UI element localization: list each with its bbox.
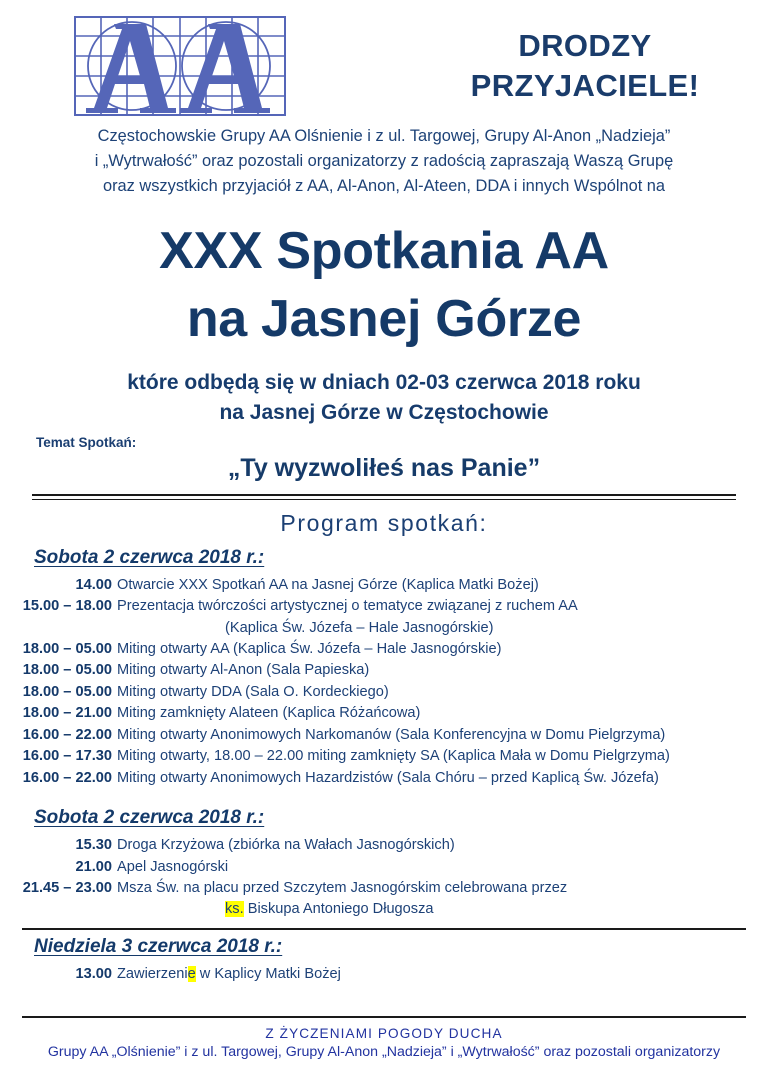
schedule-item	[0, 575, 768, 596]
footer-line-2: Grupy AA „Olśnienie” i z ul. Targowej, Grupy Al-Anon „Nadzieja” i „Wytrwałość” oraz pozostali organizatorzy	[47, 1044, 721, 1060]
greeting-heading	[420, 26, 750, 105]
theme-text: „Ty wyzwoliłeś nas Panie”	[227, 453, 541, 482]
poster-footer	[0, 1016, 768, 1060]
schedule-time: 16.00 – 17.30	[22, 748, 112, 765]
schedule-description: Miting otwarty Anonimowych Hazardzistów (Sala Chóru – przed Kaplicą Św. Józefa)	[117, 769, 659, 786]
day-heading-row	[0, 541, 768, 575]
schedule-description: Otwarcie XXX Spotkań AA na Jasnej Górze (Kaplica Matki Bożej)	[117, 576, 539, 593]
schedule-time: 18.00 – 05.00	[22, 683, 112, 700]
aa-logo	[74, 16, 286, 116]
highlighted-text: ks.	[225, 901, 244, 918]
intro-line-3: oraz wszystkich przyjaciół z AA, Al-Anon, Al-Ateen, DDA i innych Wspólnot na	[102, 176, 666, 195]
day-heading-row	[0, 801, 768, 835]
day-heading: Sobota 2 czerwca 2018 r.:	[34, 546, 265, 568]
program-sections	[0, 541, 768, 993]
title-line-1: XXX Spotkania AA	[159, 221, 609, 280]
dates-line-1: które odbędą się w dniach 02-03 czerwca 2018 roku	[127, 371, 641, 395]
schedule-time: 15.00 – 18.00	[22, 598, 112, 615]
schedule-time: 18.00 – 21.00	[22, 705, 112, 722]
dates-line-2: na Jasnej Górze w Częstochowie	[219, 400, 549, 424]
schedule-list	[0, 964, 768, 985]
page-title	[0, 217, 768, 354]
poster-header	[0, 0, 768, 120]
schedule-item	[0, 682, 768, 703]
greeting-line-2: PRZYJACIELE!	[470, 67, 700, 103]
schedule-description: Prezentacja twórczości artystycznej o tematyce związanej z ruchem AA	[117, 598, 578, 615]
section-spacer	[0, 985, 768, 992]
schedule-description: Msza Św. na placu przed Szczytem Jasnogórskim celebrowana przez	[117, 879, 568, 896]
day-heading-row	[0, 930, 768, 964]
greeting-line-1: DRODZY	[518, 28, 652, 63]
schedule-description: Miting otwarty Anonimowych Narkomanów (Sala Konferencyjna w Domu Pielgrzyma)	[117, 726, 666, 743]
schedule-description: Miting otwarty, 18.00 – 22.00 miting zamknięty SA (Kaplica Mała w Domu Pielgrzyma)	[117, 748, 670, 765]
intro-paragraph	[0, 124, 768, 199]
schedule-description: Miting otwarty AA (Kaplica Św. Józefa – Hale Jasnogórskie)	[117, 641, 502, 657]
schedule-time: 14.00	[75, 576, 112, 593]
schedule-description: Miting zamknięty Alateen (Kaplica Różańcowa)	[117, 705, 421, 722]
schedule-item	[0, 596, 768, 617]
schedule-list	[0, 575, 768, 789]
schedule-item	[0, 618, 768, 639]
schedule-time: 16.00 – 22.00	[22, 769, 112, 786]
schedule-item	[0, 878, 768, 899]
schedule-description: Miting otwarty Al-Anon (Sala Papieska)	[117, 662, 370, 679]
day-heading: Sobota 2 czerwca 2018 r.:	[34, 807, 265, 829]
schedule-item	[0, 725, 768, 746]
schedule-time: 13.00	[75, 965, 112, 982]
intro-line-1: Częstochowskie Grupy AA Olśnienie i z ul. Targowej, Grupy Al-Anon „Nadzieja”	[97, 127, 671, 145]
program-heading: Program spotkań:	[280, 509, 488, 536]
theme-section	[0, 432, 768, 494]
schedule-item	[0, 835, 768, 856]
schedule-item	[0, 746, 768, 767]
schedule-item	[0, 964, 768, 985]
schedule-item	[0, 899, 768, 920]
footer-line-1: Z ŻYCZENIAMI POGODY DUCHA	[265, 1026, 503, 1041]
intro-line-2: i „Wytrwałość” oraz pozostali organizatorzy z radością zapraszają Waszą Grupę	[94, 151, 674, 170]
schedule-description: Apel Jasnogórski	[117, 858, 229, 875]
schedule-list	[0, 835, 768, 921]
divider-footer	[22, 1016, 746, 1018]
title-line-2: na Jasnej Górze	[186, 290, 582, 349]
schedule-time: 18.00 – 05.00	[22, 662, 112, 679]
schedule-description: Zawierzenie w Kaplicy Matki Bożej	[117, 965, 341, 982]
schedule-item	[0, 660, 768, 681]
theme-label: Temat Spotkań:	[36, 434, 137, 450]
schedule-time: 21.00	[75, 858, 112, 875]
schedule-time: 15.30	[75, 837, 112, 854]
day-heading: Niedziela 3 czerwca 2018 r.:	[34, 935, 283, 957]
section-spacer	[0, 921, 768, 928]
schedule-description: (Kaplica Św. Józefa – Hale Jasnogórskie)	[225, 619, 494, 636]
section-spacer	[0, 789, 768, 801]
schedule-description: Miting otwarty DDA (Sala O. Kordeckiego)	[117, 683, 389, 700]
schedule-item	[0, 703, 768, 724]
schedule-time: 18.00 – 05.00	[22, 641, 112, 657]
event-dates	[0, 368, 768, 428]
divider-top	[32, 494, 736, 500]
schedule-time: 21.45 – 23.00	[22, 879, 112, 896]
schedule-description: ks. Biskupa Antoniego Długosza	[225, 901, 434, 918]
schedule-item	[0, 768, 768, 789]
schedule-item	[0, 857, 768, 878]
schedule-description: Droga Krzyżowa (zbiórka na Wałach Jasnogórskich)	[117, 837, 455, 854]
schedule-item	[0, 639, 768, 660]
schedule-time: 16.00 – 22.00	[22, 726, 112, 743]
highlighted-text: e	[187, 965, 196, 982]
